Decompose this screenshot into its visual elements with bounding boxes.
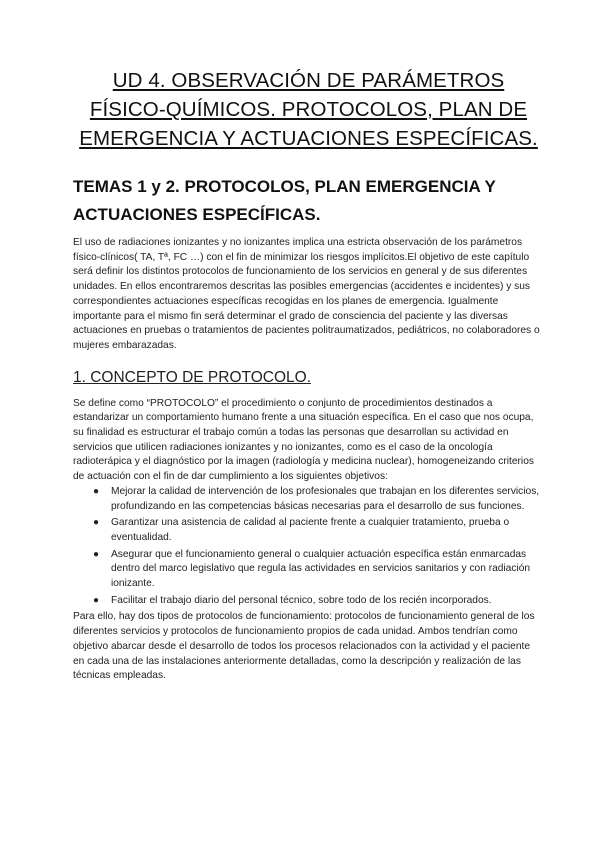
document-title: UD 4. OBSERVACIÓN DE PARÁMETROS FÍSICO-QUÍMICOS. PROTOCOLOS, PLAN DE EMERGENCIA Y ACTUACIONES ESPECÍFICAS. — [79, 69, 538, 150]
objective-text: Asegurar que el funcionamiento general o cualquier actuación específica están enmarcadas dentro del marco legislativo que regula las actividades en servicios sanitarios y con radiación ionizante. — [111, 548, 531, 590]
objective-text: Facilitar el trabajo diario del personal técnico, sobre todo de los recién incorporados. — [111, 594, 492, 606]
temas-heading: TEMAS 1 y 2. PROTOCOLOS, PLAN EMERGENCIA Y ACTUACIONES ESPECÍFICAS. — [73, 177, 496, 224]
protocol-definition-paragraph: Se define como “PROTOCOLO” el procedimiento o conjunto de procedimientos destinados a estandarizar un comportamiento humano frente a una situación específica. En el caso que nos ocupa, su finalidad es estructurar el trabajo común a todas las personas que desarrollan su actividad en servicios que utilicen radiaciones ionizantes y no ionizantes, como es el caso de la oncología radioterápica y el diagnóstico por la imagen (radiología y medicina nuclear), homogeneizando criterios de actuación con el fin de dar cumplimiento a los siguientes objetivos: — [73, 397, 534, 483]
closing-paragraph: Para ello, hay dos tipos de protocolos de funcionamiento: protocolos de funcionamiento general de los diferentes servicios y protocolos de funcionamiento propios de cada unidad. Ambos tendrían como objetivo abarcar desde el desarrollo de todos los procesos relacionados con la actividad y el paciente en cada una de las instalaciones anteriormente detalladas, como la descripción y realización de las técnicas empleadas. — [73, 611, 535, 682]
objectives-list — [73, 485, 544, 609]
bullet-icon: ● — [93, 594, 100, 606]
list-item — [93, 548, 544, 592]
bullet-icon: ● — [93, 485, 100, 497]
temas-heading-text: TEMAS 1 y 2. PROTOCOLOS, PLAN EMERGENCIA Y ACTUACIONES ESPECÍFICAS — [73, 177, 496, 224]
bullet-icon: ● — [93, 517, 100, 529]
list-item — [93, 516, 544, 545]
objective-text: Mejorar la calidad de intervención de los profesionales que trabajan en los diferentes servicios, profundizando en las competencias básicas necesarias para el desarrollo de sus funciones. — [111, 485, 540, 512]
section-title-concepto-protocolo: 1. CONCEPTO DE PROTOCOLO. — [73, 368, 312, 386]
intro-paragraph: El uso de radiaciones ionizantes y no ionizantes implica una estricta observación de los parámetros físico-clínicos( TA, Tª, FC …) con el fin de minimizar los riesgos implícitos.El objetivo de este capítulo será definir los distintos protocolos de funcionamiento de los servicios en general y de sus diferentes unidades. En ellos encontraremos descritas las posibles emergencias (accidentes e incidentes) y sus correspondientes actuaciones específicas recogidas en los planes de emergencia. Igualmente importante para el mismo fin será determinar el grado de consciencia del paciente y las diversas actuaciones en pruebas o tratamientos de pacientes politraumatizados, pediátricos, no colaboradores o mujeres embarazadas. — [73, 237, 540, 351]
list-item — [93, 594, 544, 609]
bullet-icon: ● — [93, 548, 100, 560]
objective-text: Garantizar una asistencia de calidad al paciente frente a cualquier tratamiento, prueba o eventualidad. — [111, 517, 510, 543]
list-item — [93, 485, 544, 514]
